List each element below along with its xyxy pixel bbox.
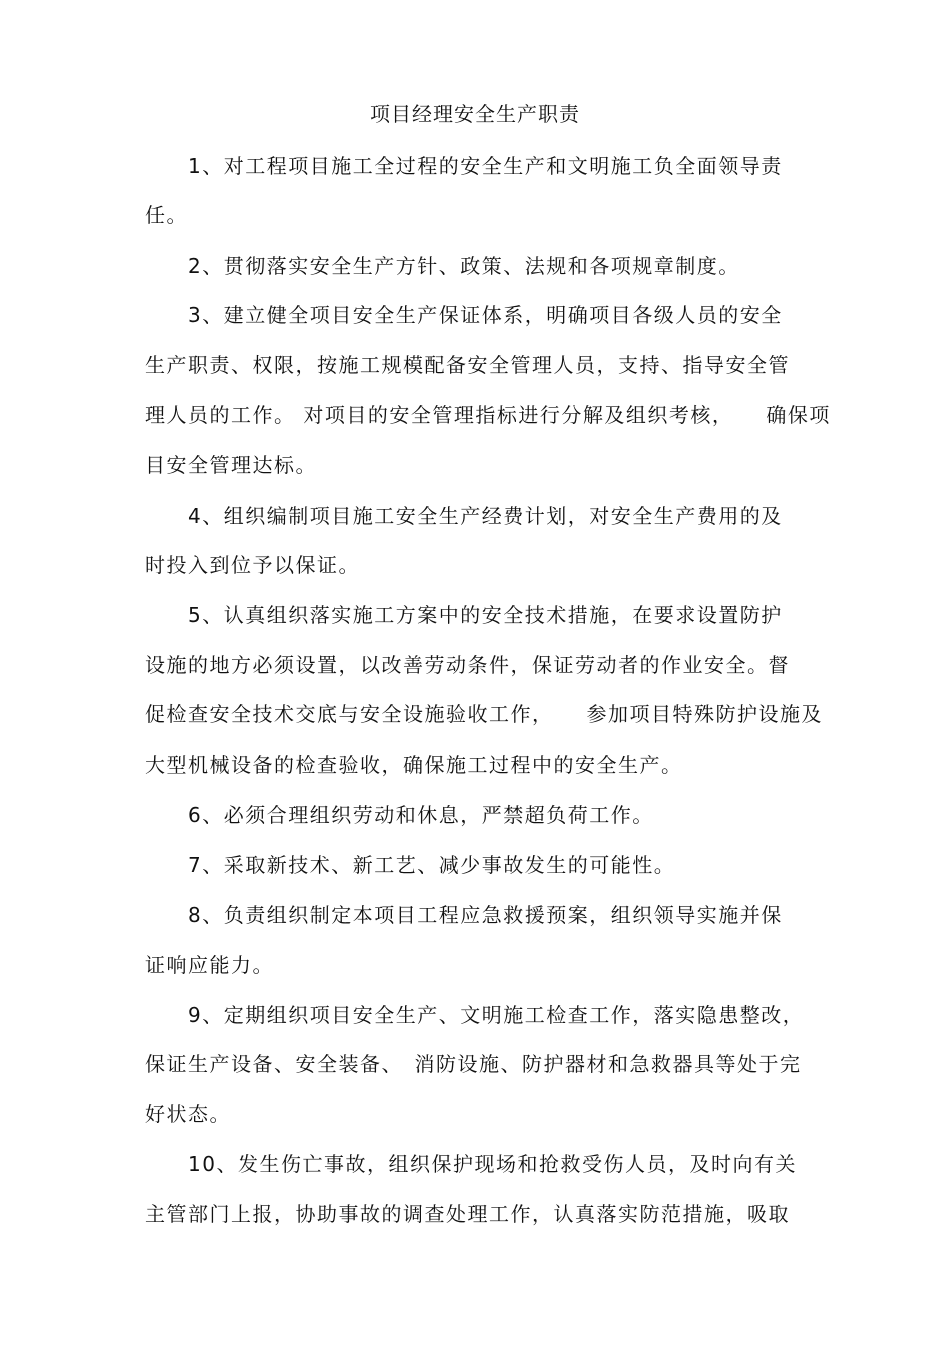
paragraph-line: 3、建立健全项目安全生产保证体系，明确项目各级人员的安全: [188, 303, 783, 327]
paragraph-line: 目安全管理达标。: [145, 453, 317, 477]
paragraph-line: 主管部门上报，协助事故的调查处理工作，认真落实防范措施，吸取: [145, 1202, 790, 1226]
paragraph-line: 4、组织编制项目施工安全生产经费计划，对安全生产费用的及: [188, 504, 783, 528]
paragraph-line: 10、发生伤亡事故，组织保护现场和抢救受伤人员，及时向有关: [188, 1152, 797, 1176]
paragraph-line: 7、采取新技术、新工艺、减少事故发生的可能性。: [188, 853, 676, 877]
paragraph-line: 保证生产设备、安全装备、 消防设施、防护器材和急救器具等处于完: [145, 1052, 802, 1076]
paragraph-line: 促检查安全技术交底与安全设施验收工作， 参加项目特殊防护设施及: [145, 702, 823, 726]
paragraph-line: 9、定期组织项目安全生产、文明施工检查工作，落实隐患整改，: [188, 1003, 805, 1027]
paragraph-line: 生产职责、权限，按施工规模配备安全管理人员，支持、指导安全管: [145, 353, 790, 377]
paragraph-line: 6、必须合理组织劳动和休息，严禁超负荷工作。: [188, 803, 654, 827]
document-title: 项目经理安全生产职责: [370, 102, 580, 126]
paragraph-line: 好状态。: [145, 1102, 231, 1126]
paragraph-line: 理人员的工作。 对项目的安全管理指标进行分解及组织考核， 确保项: [145, 403, 831, 427]
paragraph-line: 任。: [145, 203, 188, 227]
paragraph-line: 8、负责组织制定本项目工程应急救援预案，组织领导实施并保: [188, 903, 783, 927]
paragraph-line: 证响应能力。: [145, 953, 274, 977]
paragraph-line: 设施的地方必须设置，以改善劳动条件，保证劳动者的作业安全。督: [145, 653, 790, 677]
paragraph-line: 时投入到位予以保证。: [145, 553, 360, 577]
paragraph-line: 大型机械设备的检查验收，确保施工过程中的安全生产。: [145, 753, 683, 777]
paragraph-line: 1、对工程项目施工全过程的安全生产和文明施工负全面领导责: [188, 154, 783, 178]
paragraph-line: 2、贯彻落实安全生产方针、政策、法规和各项规章制度。: [188, 254, 740, 278]
paragraph-line: 5、认真组织落实施工方案中的安全技术措施，在要求设置防护: [188, 603, 783, 627]
